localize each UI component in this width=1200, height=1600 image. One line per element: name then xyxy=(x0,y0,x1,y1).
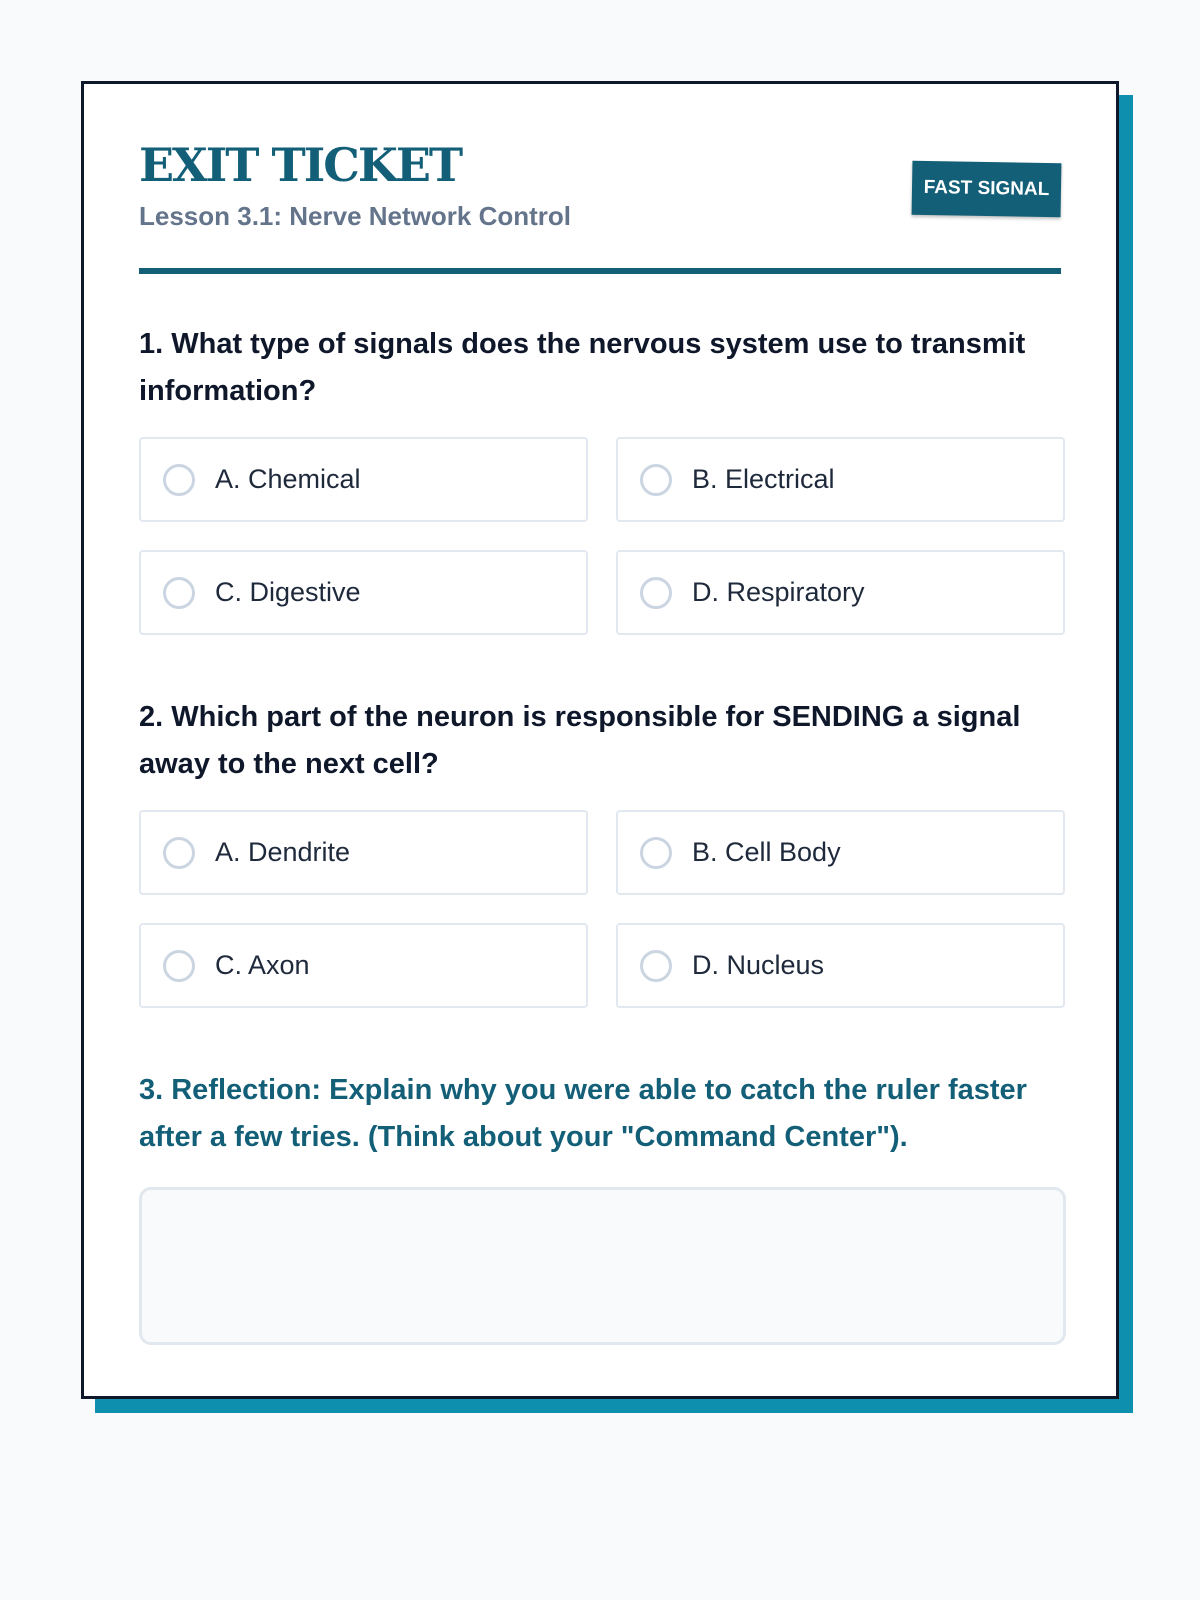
radio-circle-icon[interactable] xyxy=(640,464,672,496)
radio-circle-icon[interactable] xyxy=(163,837,195,869)
radio-circle-icon[interactable] xyxy=(640,950,672,982)
option-label: A. Chemical xyxy=(215,464,361,494)
option-label: B. Cell Body xyxy=(692,837,841,867)
q2-option-d[interactable] xyxy=(616,923,1065,1008)
q2-option-a[interactable] xyxy=(139,810,588,895)
reflection-question-text: 3. Reflection: Explain why you were able to catch the ruler faster after a few tries. (Think about your "Command Center"). xyxy=(139,1074,1027,1153)
question-2-text: 2. Which part of the neuron is responsible for SENDING a signal away to the next cell? xyxy=(139,701,1021,780)
option-label: D. Respiratory xyxy=(692,577,865,607)
q1-option-a[interactable] xyxy=(139,437,588,522)
option-label: C. Digestive xyxy=(215,577,361,607)
q1-option-c[interactable] xyxy=(139,550,588,635)
radio-circle-icon[interactable] xyxy=(163,464,195,496)
radio-circle-icon[interactable] xyxy=(163,950,195,982)
lesson-subtitle: Lesson 3.1: Nerve Network Control xyxy=(139,201,571,231)
option-label: D. Nucleus xyxy=(692,950,825,980)
option-label: C. Axon xyxy=(215,950,310,980)
question-1-text: 1. What type of signals does the nervous system use to transmit information? xyxy=(139,328,1026,407)
option-label: B. Electrical xyxy=(692,464,835,494)
page-title: EXIT TICKET xyxy=(139,138,462,192)
radio-circle-icon[interactable] xyxy=(640,577,672,609)
exit-ticket-card xyxy=(81,81,1119,1399)
fast-signal-badge: FAST SIGNAL xyxy=(912,161,1062,218)
q2-option-b[interactable] xyxy=(616,810,1065,895)
radio-circle-icon[interactable] xyxy=(163,577,195,609)
reflection-answer-field[interactable] xyxy=(139,1187,1066,1345)
q1-option-d[interactable] xyxy=(616,550,1065,635)
ticket-header xyxy=(139,84,1061,274)
q1-option-b[interactable] xyxy=(616,437,1065,522)
option-label: A. Dendrite xyxy=(215,837,351,867)
q2-option-c[interactable] xyxy=(139,923,588,1008)
radio-circle-icon[interactable] xyxy=(640,837,672,869)
